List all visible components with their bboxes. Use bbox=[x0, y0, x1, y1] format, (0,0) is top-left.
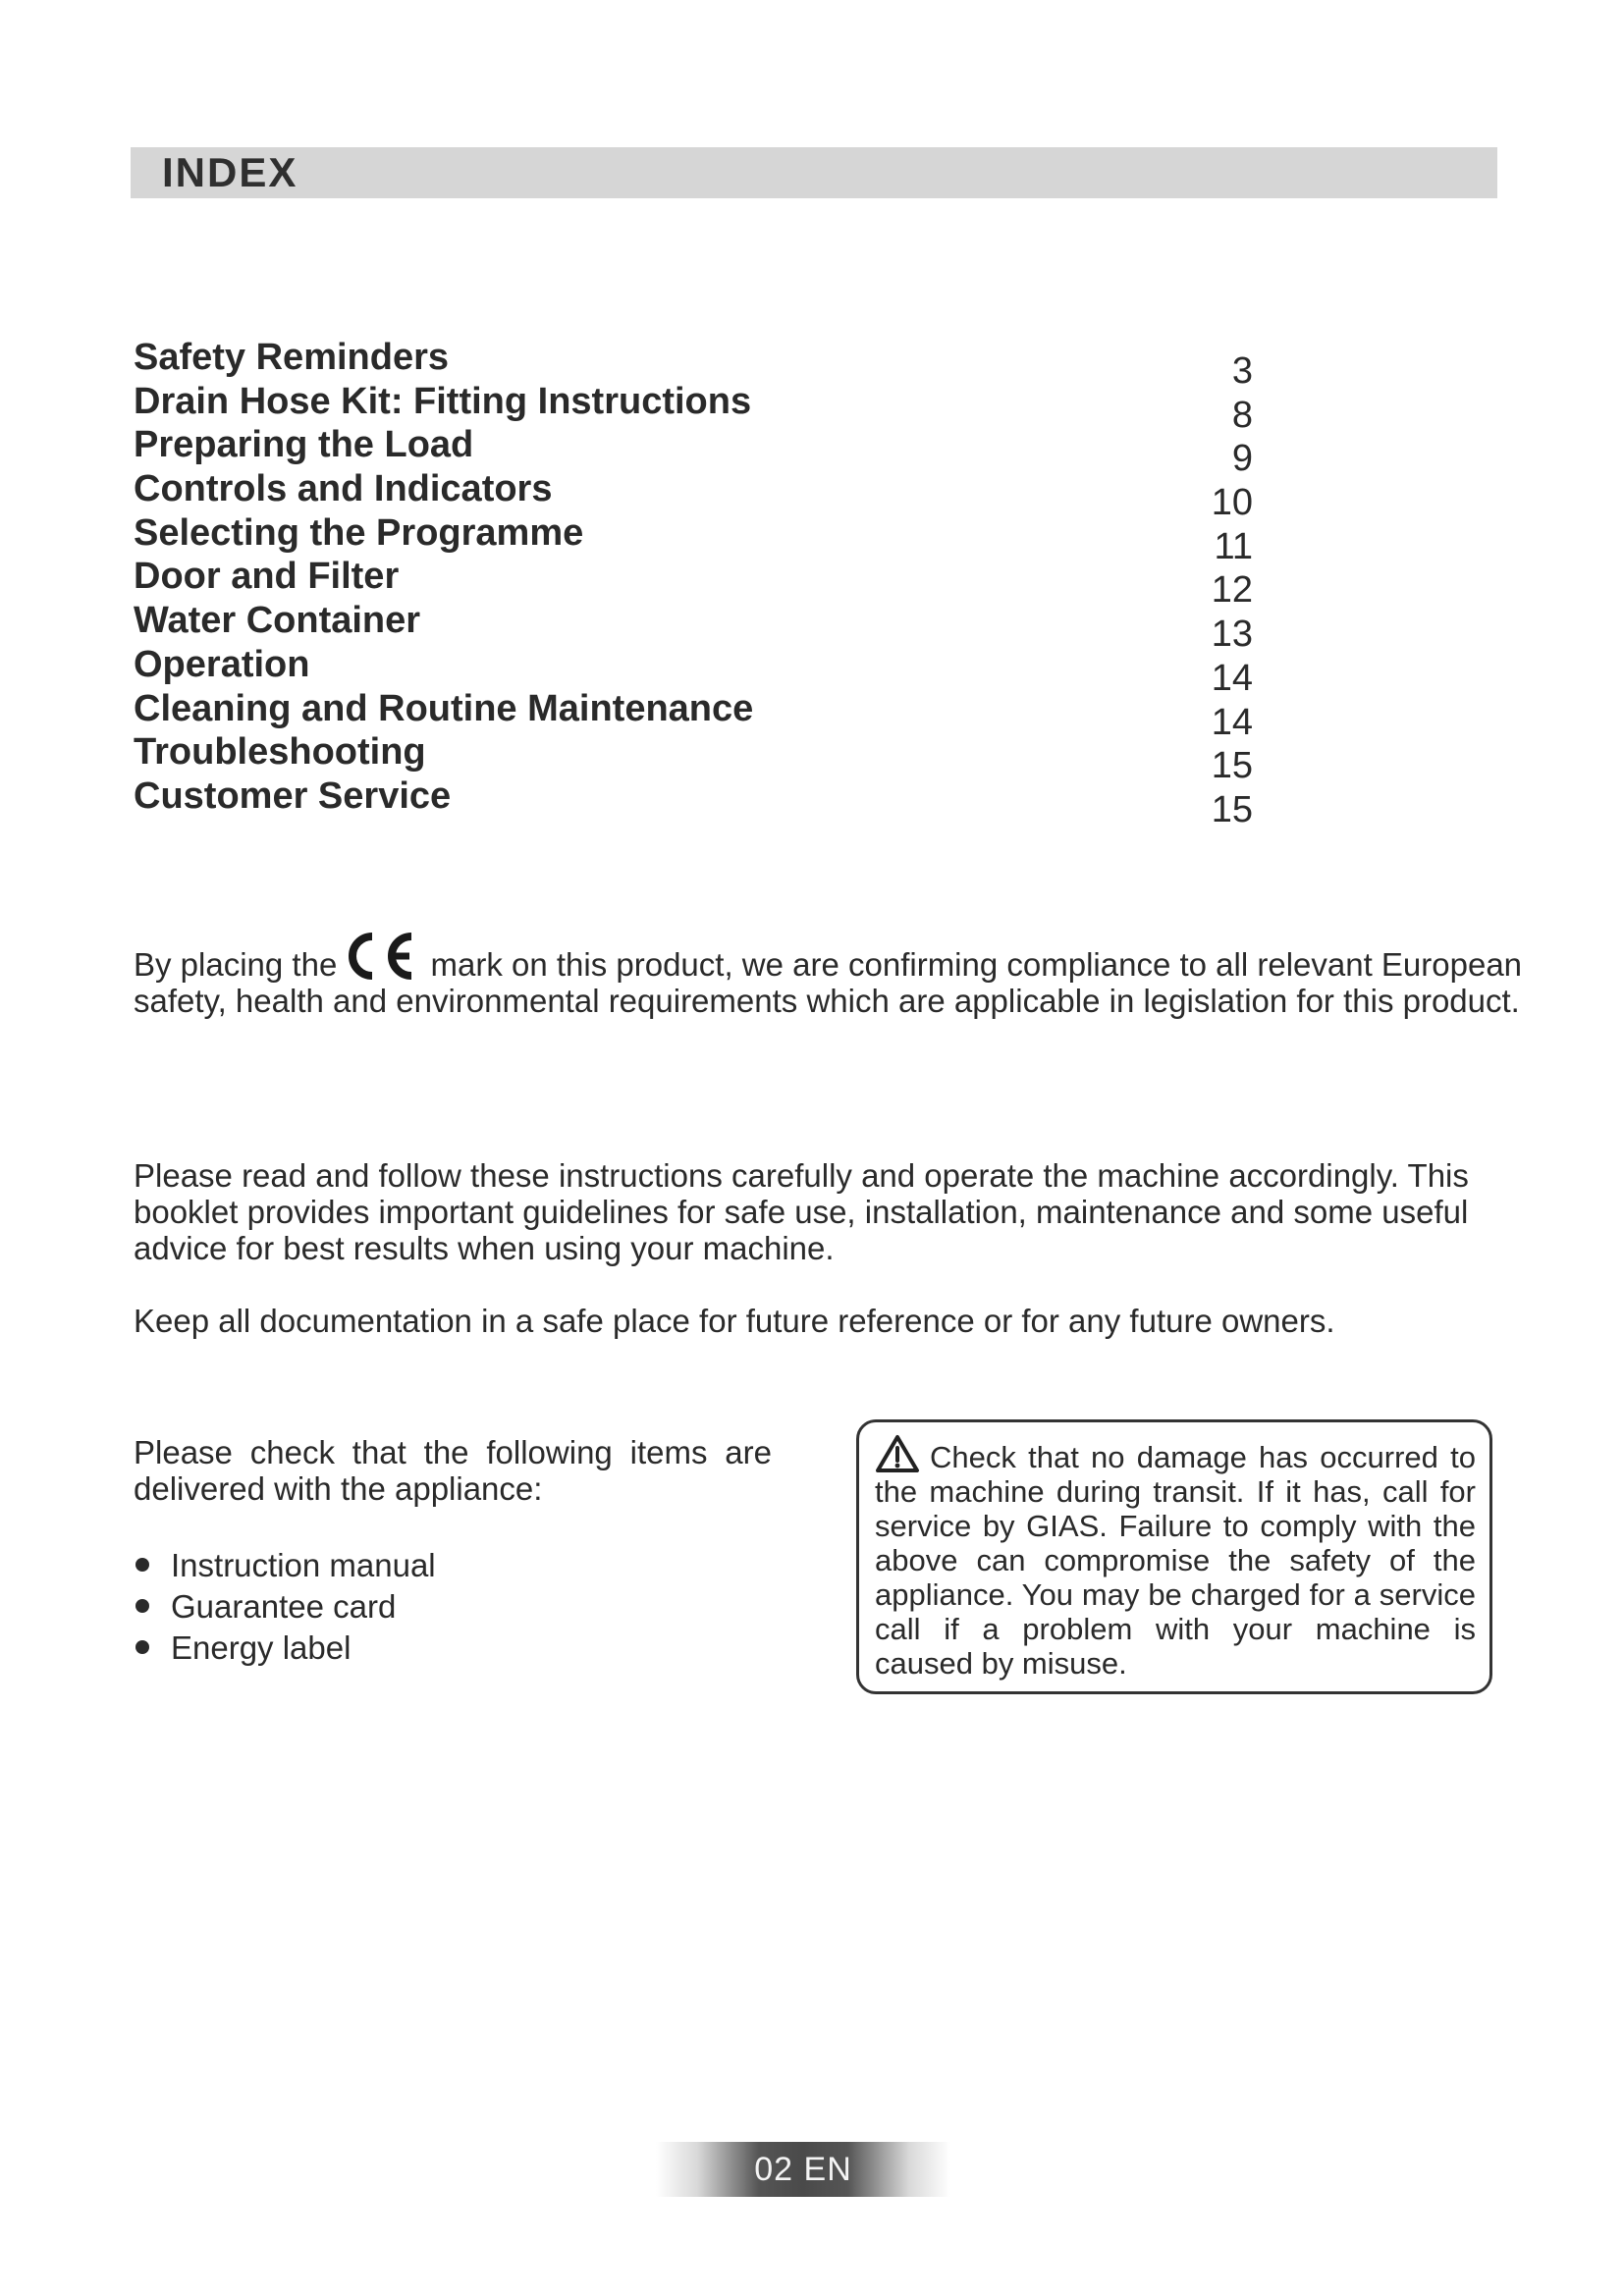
toc-entry-title: Controls and Indicators bbox=[134, 468, 553, 510]
toc-entry-title: Water Container bbox=[134, 600, 421, 642]
ce-mark-icon bbox=[337, 931, 417, 982]
toc-entry-page: 15 bbox=[1211, 788, 1253, 830]
toc-entry-page: 15 bbox=[1211, 745, 1253, 787]
ce-statement-after: mark on this product, we are confirming compliance to all relevant European safety, health and environmental requirements which are applicable in legislation for this product. bbox=[134, 946, 1523, 1019]
list-item-label: Energy label bbox=[171, 1629, 352, 1666]
toc-entry-page: 14 bbox=[1211, 701, 1253, 743]
list-item bbox=[134, 1628, 436, 1669]
toc-entry-page: 9 bbox=[1231, 438, 1253, 480]
page-number-label: 02 EN bbox=[754, 2151, 852, 2188]
toc-entry-page: 11 bbox=[1214, 525, 1253, 567]
index-header-bar bbox=[131, 147, 1497, 198]
toc-entry bbox=[134, 687, 1253, 743]
warning-triangle-icon bbox=[875, 1434, 920, 1473]
bullet-icon bbox=[135, 1640, 149, 1654]
toc-entry bbox=[134, 423, 1253, 480]
delivered-items-list bbox=[134, 1545, 436, 1669]
delivery-check-intro: Please check that the following items are delivered with the appliance: bbox=[134, 1434, 772, 1507]
bullet-icon bbox=[135, 1599, 149, 1613]
toc-entry bbox=[134, 380, 1253, 436]
toc-entry-title: Selecting the Programme bbox=[134, 511, 584, 554]
toc-entry-title: Customer Service bbox=[134, 774, 452, 817]
bullet-icon bbox=[135, 1558, 149, 1572]
list-item-label: Guarantee card bbox=[171, 1588, 397, 1625]
toc-entry bbox=[134, 599, 1253, 656]
page-footer-bar bbox=[656, 2142, 950, 2197]
toc-entry-page: 10 bbox=[1211, 482, 1253, 524]
toc-entry-page: 12 bbox=[1211, 569, 1253, 612]
ce-statement-before: By placing the bbox=[134, 946, 338, 983]
ce-compliance-statement bbox=[134, 931, 1557, 1019]
toc-entry bbox=[134, 467, 1253, 524]
toc-entry-title: Door and Filter bbox=[134, 556, 400, 598]
toc-entry-page: 3 bbox=[1231, 350, 1253, 392]
list-item bbox=[134, 1586, 436, 1628]
table-of-contents bbox=[134, 336, 1253, 830]
toc-entry-page: 13 bbox=[1211, 614, 1253, 656]
index-title: INDEX bbox=[162, 149, 298, 195]
transit-damage-warning-box bbox=[856, 1419, 1492, 1694]
toc-entry-title: Operation bbox=[134, 643, 310, 685]
toc-entry bbox=[134, 336, 1253, 392]
toc-entry bbox=[134, 511, 1253, 567]
list-item bbox=[134, 1545, 436, 1586]
toc-entry-title: Safety Reminders bbox=[134, 337, 450, 378]
toc-entry-title: Troubleshooting bbox=[134, 731, 426, 774]
toc-entry-title: Cleaning and Routine Maintenance bbox=[134, 687, 754, 729]
toc-entry-page: 8 bbox=[1231, 394, 1253, 436]
list-item-label: Instruction manual bbox=[171, 1547, 436, 1583]
read-instructions-paragraph: Please read and follow these instructions carefully and operate the machine accordingly. This booklet provides important guidelines for safe use, installation, maintenance and some useful advice for best results when using your machine. bbox=[134, 1157, 1469, 1266]
warning-text: Check that no damage has occurred to the machine during transit. If it has, call for service by GIAS. Failure to comply with the above can compromise the safety of the appliance. You may be charged for a service call if a problem with your machine is caused by misuse. bbox=[875, 1440, 1476, 1681]
toc-entry bbox=[134, 643, 1253, 699]
toc-entry-page: 14 bbox=[1211, 657, 1253, 699]
toc-entry-title: Preparing the Load bbox=[134, 424, 474, 466]
toc-entry bbox=[134, 555, 1253, 612]
toc-entry bbox=[134, 774, 1253, 830]
toc-entry-title: Drain Hose Kit: Fitting Instructions bbox=[134, 380, 752, 422]
toc-entry bbox=[134, 730, 1253, 787]
keep-documentation-paragraph: Keep all documentation in a safe place for future reference or for any future owners. bbox=[134, 1303, 1335, 1339]
